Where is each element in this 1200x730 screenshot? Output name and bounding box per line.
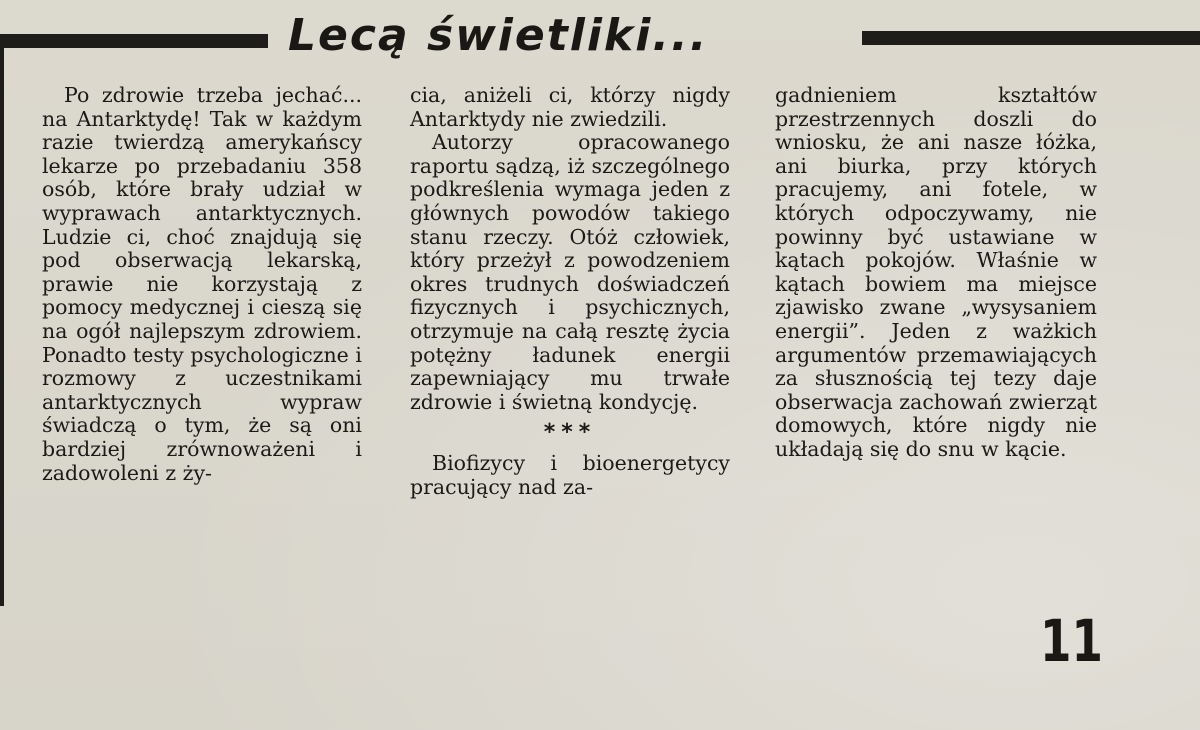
headline-rule-right (862, 31, 1200, 45)
paragraph: cia, aniżeli ci, którzy nigdy Antarktydy nie zwiedzili. (410, 83, 730, 131)
headline-rule-left (0, 34, 268, 48)
paragraph: Autorzy opracowanego raportu sądzą, iż szczególnego podkreślenia wymaga jeden z głównych powodów takiego stanu rzeczy. Otóż człowiek, który przeżył z powodzeniem okres trudnych doświadczeń fizycznych i psychicznych, otrzymuje na całą resztę życia potężny ładunek energii zapewniający mu trwałe zdrowie i świetną kondycję. (410, 130, 730, 414)
text-column-2 (410, 84, 730, 500)
text-column-1 (42, 84, 362, 485)
paragraph: gadnieniem kształtów przestrzennych doszli do wniosku, że ani nasze łóżka, ani biurka, przy których pracujemy, ani fotele, w których odpoczywamy, nie powinny być ustawiane w kątach pokojów. Właśnie w kątach bowiem ma miejsce zjawisko zwane „wysysaniem energii”. Jeden z ważkich argumentów przemawiających za słusznością tej tezy daje obserwacja zachowań zwierząt domowych, które nigdy nie układają się do snu w kącie. (775, 83, 1097, 461)
page-number: 11 (1040, 607, 1103, 675)
section-separator: *** (543, 420, 597, 446)
text-column-3 (775, 84, 1097, 462)
paragraph: Po zdrowie trzeba jechać... na Antarktydę! Tak w każdym razie twierdzą amerykańscy lekarze po przebadaniu 358 osób, które brały udział w wyprawach antarktycznych. Ludzie ci, choć znajdują się pod obserwacją lekarską, prawie nie korzystają z pomocy medycznej i cieszą się na ogół najlepszym zdrowiem. Ponadto testy psychologiczne i rozmowy z uczestnikami antarktycznych wypraw świadczą o tym, że są oni bardziej zrównoważeni i zadowoleni z ży- (42, 83, 362, 485)
column-edge-rule (0, 34, 4, 606)
paragraph: Biofizycy i bioenergetycy pracujący nad za- (410, 451, 730, 499)
article-title: Lecą świetliki... (288, 10, 709, 61)
